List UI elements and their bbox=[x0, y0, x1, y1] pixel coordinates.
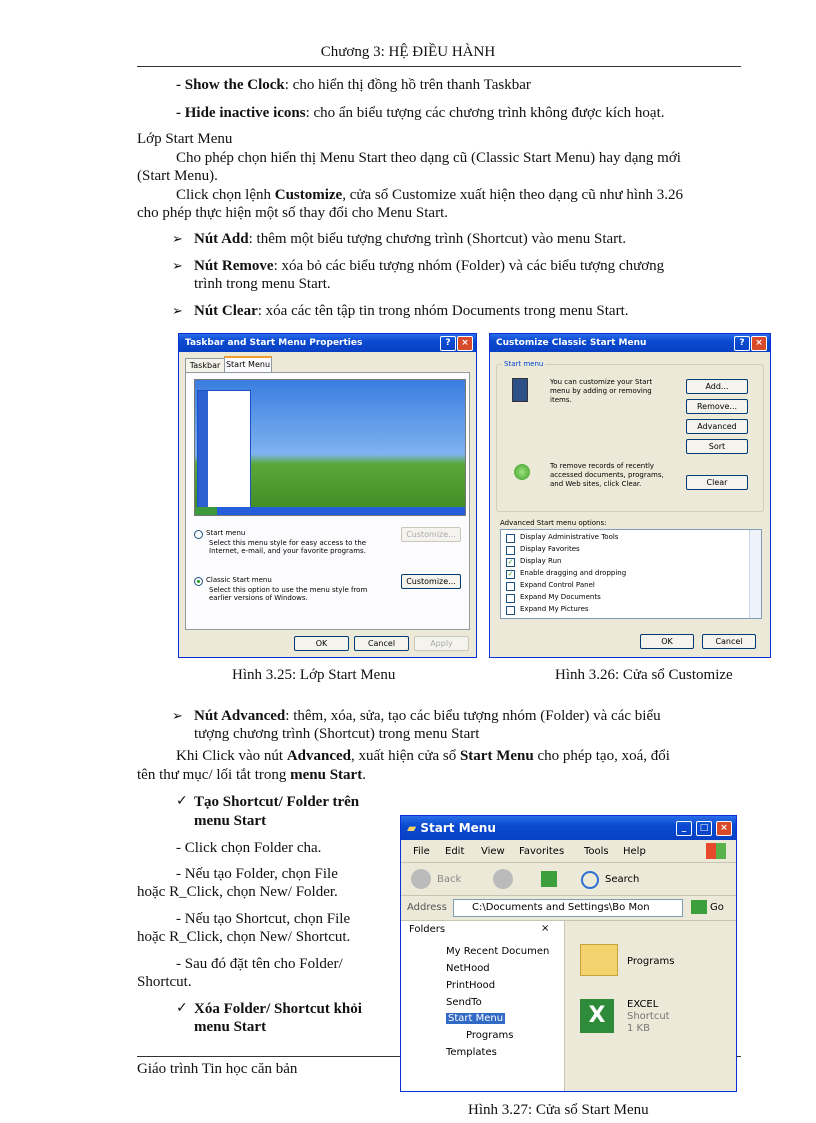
programs-folder-icon[interactable] bbox=[580, 944, 618, 976]
option-checkbox[interactable] bbox=[506, 534, 515, 543]
tree-item[interactable]: Programs bbox=[466, 1030, 514, 1041]
menu-edit[interactable]: Edit bbox=[445, 846, 465, 857]
excel-item-size: 1 KB bbox=[627, 1023, 650, 1034]
opt1-desc1: Select this menu style for easy access to the bbox=[209, 539, 367, 547]
go-label[interactable]: Go bbox=[710, 902, 724, 913]
desc2-line2: accessed documents, programs, bbox=[550, 471, 664, 479]
tab-panel bbox=[185, 372, 470, 630]
option-label: Expand My Documents bbox=[520, 593, 601, 601]
step-1: - Click chọn Folder cha. bbox=[176, 840, 322, 856]
menu-tools[interactable]: Tools bbox=[584, 846, 609, 857]
start-menu-explorer-window bbox=[400, 815, 737, 1092]
para1-line2: (Start Menu). bbox=[137, 168, 218, 184]
address-bar bbox=[401, 896, 736, 921]
options-scrollbar[interactable] bbox=[749, 530, 761, 618]
tree-item[interactable]: SendTo bbox=[446, 997, 482, 1008]
desc1-line1: You can customize your Start bbox=[550, 378, 653, 386]
desc1-line3: items. bbox=[550, 396, 572, 404]
search-label[interactable]: Search bbox=[605, 874, 640, 885]
window-title: Customize Classic Start Menu bbox=[490, 334, 770, 352]
bullet-remove: Nút Remove: xóa bỏ các biểu tượng nhóm (Folder) và các biểu tượng chương bbox=[194, 258, 665, 274]
group-label: Start menu bbox=[504, 360, 544, 368]
arrow-bullet-icon: ➢ bbox=[172, 232, 183, 247]
help-button[interactable]: ? bbox=[440, 336, 456, 351]
hide-icons-line: - Hide inactive icons: cho ẩn biểu tượng các chương trình không được kích hoạt. bbox=[176, 105, 665, 121]
minimize-button[interactable]: _ bbox=[676, 821, 692, 836]
checkmark-icon: ✓ bbox=[176, 793, 188, 809]
ok-button[interactable]: OK bbox=[640, 634, 694, 649]
show-clock-line: - Show the Clock: cho hiển thị đồng hồ trên thanh Taskbar bbox=[176, 77, 531, 93]
menu-bar bbox=[401, 842, 736, 863]
option-checkbox[interactable]: ✓ bbox=[507, 558, 514, 566]
preview-menu bbox=[197, 390, 251, 512]
search-icon[interactable] bbox=[581, 871, 599, 889]
taskbar-properties-window bbox=[178, 333, 477, 658]
option-label: Display Favorites bbox=[520, 545, 580, 553]
step-heading-delete-l1: Xóa Folder/ Shortcut khỏi bbox=[194, 1001, 362, 1017]
folders-pane bbox=[401, 921, 565, 1091]
window-title: Taskbar and Start Menu Properties bbox=[179, 334, 476, 352]
tree-item[interactable]: NetHood bbox=[446, 963, 490, 974]
opt2-label: Classic Start menu bbox=[206, 576, 272, 584]
step-3-line1: - Nếu tạo Shortcut, chọn File bbox=[176, 911, 351, 927]
customize-classic-window bbox=[489, 333, 771, 658]
options-label: Advanced Start menu options: bbox=[500, 519, 607, 527]
address-label: Address bbox=[407, 902, 447, 913]
step-2-line2: hoặc R_Click, chọn New/ Folder. bbox=[137, 884, 338, 900]
sort-button[interactable]: Sort bbox=[686, 439, 748, 454]
customize-button[interactable]: Customize... bbox=[401, 574, 461, 589]
option-checkbox[interactable] bbox=[506, 594, 515, 603]
tab-taskbar[interactable]: Taskbar bbox=[185, 358, 225, 373]
excel-item-name[interactable]: EXCEL bbox=[627, 999, 659, 1010]
remove-button[interactable]: Remove... bbox=[686, 399, 748, 414]
desc1-line2: menu by adding or removing bbox=[550, 387, 652, 395]
checkmark-icon: ✓ bbox=[176, 1000, 188, 1016]
option-checkbox[interactable] bbox=[506, 546, 515, 555]
start-menu-radio[interactable] bbox=[194, 530, 203, 539]
option-checkbox[interactable]: ✓ bbox=[507, 570, 514, 578]
footer-text: Giáo trình Tin học căn bản bbox=[137, 1061, 298, 1077]
cancel-button[interactable]: Cancel bbox=[354, 636, 409, 651]
page-header: Chương 3: HỆ ĐIỀU HÀNH bbox=[320, 44, 496, 60]
step-heading-create-l2: menu Start bbox=[194, 813, 267, 829]
tree-item[interactable]: Templates bbox=[446, 1047, 497, 1058]
bullet-clear: Nút Clear: xóa các tên tập tin trong nhóm Documents trong menu Start. bbox=[194, 303, 629, 319]
step-3-line2: hoặc R_Click, chọn New/ Shortcut. bbox=[137, 929, 351, 945]
help-button[interactable]: ? bbox=[734, 336, 750, 351]
tree-item[interactable]: PrintHood bbox=[446, 980, 496, 991]
step-heading-delete-l2: menu Start bbox=[194, 1019, 267, 1035]
opt2-desc1: Select this option to use the menu style from bbox=[209, 586, 368, 594]
customize-button-disabled[interactable]: Customize... bbox=[401, 527, 461, 542]
clear-button[interactable]: Clear bbox=[686, 475, 748, 490]
start-menu-preview bbox=[194, 379, 466, 516]
taskbar-icon bbox=[512, 378, 528, 402]
window-title: ▰ Start Menu bbox=[401, 816, 736, 840]
maximize-button[interactable]: □ bbox=[696, 821, 712, 836]
arrow-bullet-icon: ➢ bbox=[172, 304, 183, 319]
arrow-bullet-icon: ➢ bbox=[172, 709, 183, 724]
option-label: Expand Control Panel bbox=[520, 581, 595, 589]
apply-button[interactable]: Apply bbox=[414, 636, 469, 651]
figure-caption-3-26: Hình 3.26: Cửa sổ Customize bbox=[555, 667, 733, 683]
windows-logo-icon bbox=[706, 843, 726, 859]
close-pane-icon[interactable]: × bbox=[541, 923, 550, 934]
menu-help[interactable]: Help bbox=[623, 846, 646, 857]
menu-favorites[interactable]: Favorites bbox=[519, 846, 565, 857]
bullet-add: Nút Add: thêm một biểu tượng chương trình (Shortcut) vào menu Start. bbox=[194, 231, 627, 247]
step-4-line2: Shortcut. bbox=[137, 974, 192, 990]
option-checkbox[interactable] bbox=[506, 606, 515, 615]
option-label: Expand My Pictures bbox=[520, 605, 589, 613]
go-arrow-icon[interactable] bbox=[691, 900, 707, 914]
menu-view[interactable]: View bbox=[481, 846, 505, 857]
menu-file[interactable]: File bbox=[413, 846, 430, 857]
close-icon[interactable]: × bbox=[457, 336, 473, 351]
opt2-desc2: earlier versions of Windows. bbox=[209, 594, 308, 602]
opt1-label: Start menu bbox=[206, 529, 246, 537]
address-value: C:\Documents and Settings\Bo Mon bbox=[472, 902, 650, 913]
section-heading: Lớp Start Menu bbox=[137, 131, 233, 147]
opt1-desc2: Internet, e-mail, and your favorite programs. bbox=[209, 547, 366, 555]
step-heading-create-l1: Tạo Shortcut/ Folder trên bbox=[194, 794, 360, 810]
bullet-remove-line2: trình trong menu Start. bbox=[194, 276, 331, 292]
cancel-button[interactable]: Cancel bbox=[702, 634, 756, 649]
tree-item-selected[interactable]: Start Menu bbox=[448, 1013, 504, 1024]
step-2-line1: - Nếu tạo Folder, chọn File bbox=[176, 866, 338, 882]
ok-button[interactable]: OK bbox=[294, 636, 349, 651]
option-label: Enable dragging and dropping bbox=[520, 569, 627, 577]
excel-item-type: Shortcut bbox=[627, 1011, 670, 1022]
header-rule bbox=[137, 66, 741, 67]
preview-taskbar bbox=[195, 507, 465, 515]
arrow-bullet-icon: ➢ bbox=[172, 259, 183, 274]
desc2-line1: To remove records of recently bbox=[550, 462, 655, 470]
figure-caption-3-25: Hình 3.25: Lớp Start Menu bbox=[232, 667, 396, 683]
close-icon[interactable]: × bbox=[751, 336, 767, 351]
classic-start-menu-radio[interactable] bbox=[194, 577, 203, 586]
forward-icon[interactable] bbox=[493, 869, 513, 889]
advanced-para-line2: tên thư mục/ lối tắt trong menu Start. bbox=[137, 767, 366, 783]
option-label: Display Run bbox=[520, 557, 562, 565]
bullet-advanced-line2: tượng chương trình (Shortcut) trong menu Start bbox=[194, 726, 480, 742]
back-icon[interactable] bbox=[411, 869, 431, 889]
tree-item[interactable]: My Recent Documen bbox=[446, 946, 550, 957]
advanced-button[interactable]: Advanced bbox=[686, 419, 748, 434]
folders-label: Folders bbox=[409, 924, 446, 935]
para1-line1: Cho phép chọn hiển thị Menu Start theo dạng cũ (Classic Start Menu) hay dạng mới bbox=[176, 150, 681, 166]
para2-line2: cho phép thực hiện một số thay đổi cho Menu Start. bbox=[137, 205, 448, 221]
option-checkbox[interactable] bbox=[506, 582, 515, 591]
option-label: Display Administrative Tools bbox=[520, 533, 619, 541]
bullet-advanced: Nút Advanced: thêm, xóa, sửa, tạo các biểu tượng nhóm (Folder) và các biểu bbox=[194, 708, 661, 724]
add-button[interactable]: Add... bbox=[686, 379, 748, 394]
para2-line1: Click chọn lệnh Customize, cửa sổ Customize xuất hiện theo dạng cũ như hình 3.26 bbox=[176, 187, 684, 203]
figure-caption-3-27: Hình 3.27: Cửa sổ Start Menu bbox=[468, 1102, 649, 1118]
step-4-line1: - Sau đó đặt tên cho Folder/ bbox=[176, 956, 343, 972]
folder-icon: ▰ bbox=[407, 821, 421, 835]
toolbar bbox=[401, 863, 736, 896]
close-icon[interactable]: × bbox=[716, 821, 732, 836]
address-input[interactable] bbox=[453, 899, 683, 917]
desc2-line3: and Web sites, click Clear. bbox=[550, 480, 642, 488]
excel-icon[interactable]: X bbox=[580, 999, 614, 1033]
advanced-para-line1: Khi Click vào nút Advanced, xuất hiện cửa sổ Start Menu cho phép tạo, xoá, đổi bbox=[176, 748, 670, 764]
recycle-icon bbox=[514, 464, 530, 480]
back-label[interactable]: Back bbox=[437, 874, 462, 885]
tab-start-menu[interactable]: Start Menu bbox=[224, 356, 272, 374]
up-folder-icon[interactable] bbox=[541, 871, 557, 887]
programs-item-label[interactable]: Programs bbox=[627, 956, 675, 967]
